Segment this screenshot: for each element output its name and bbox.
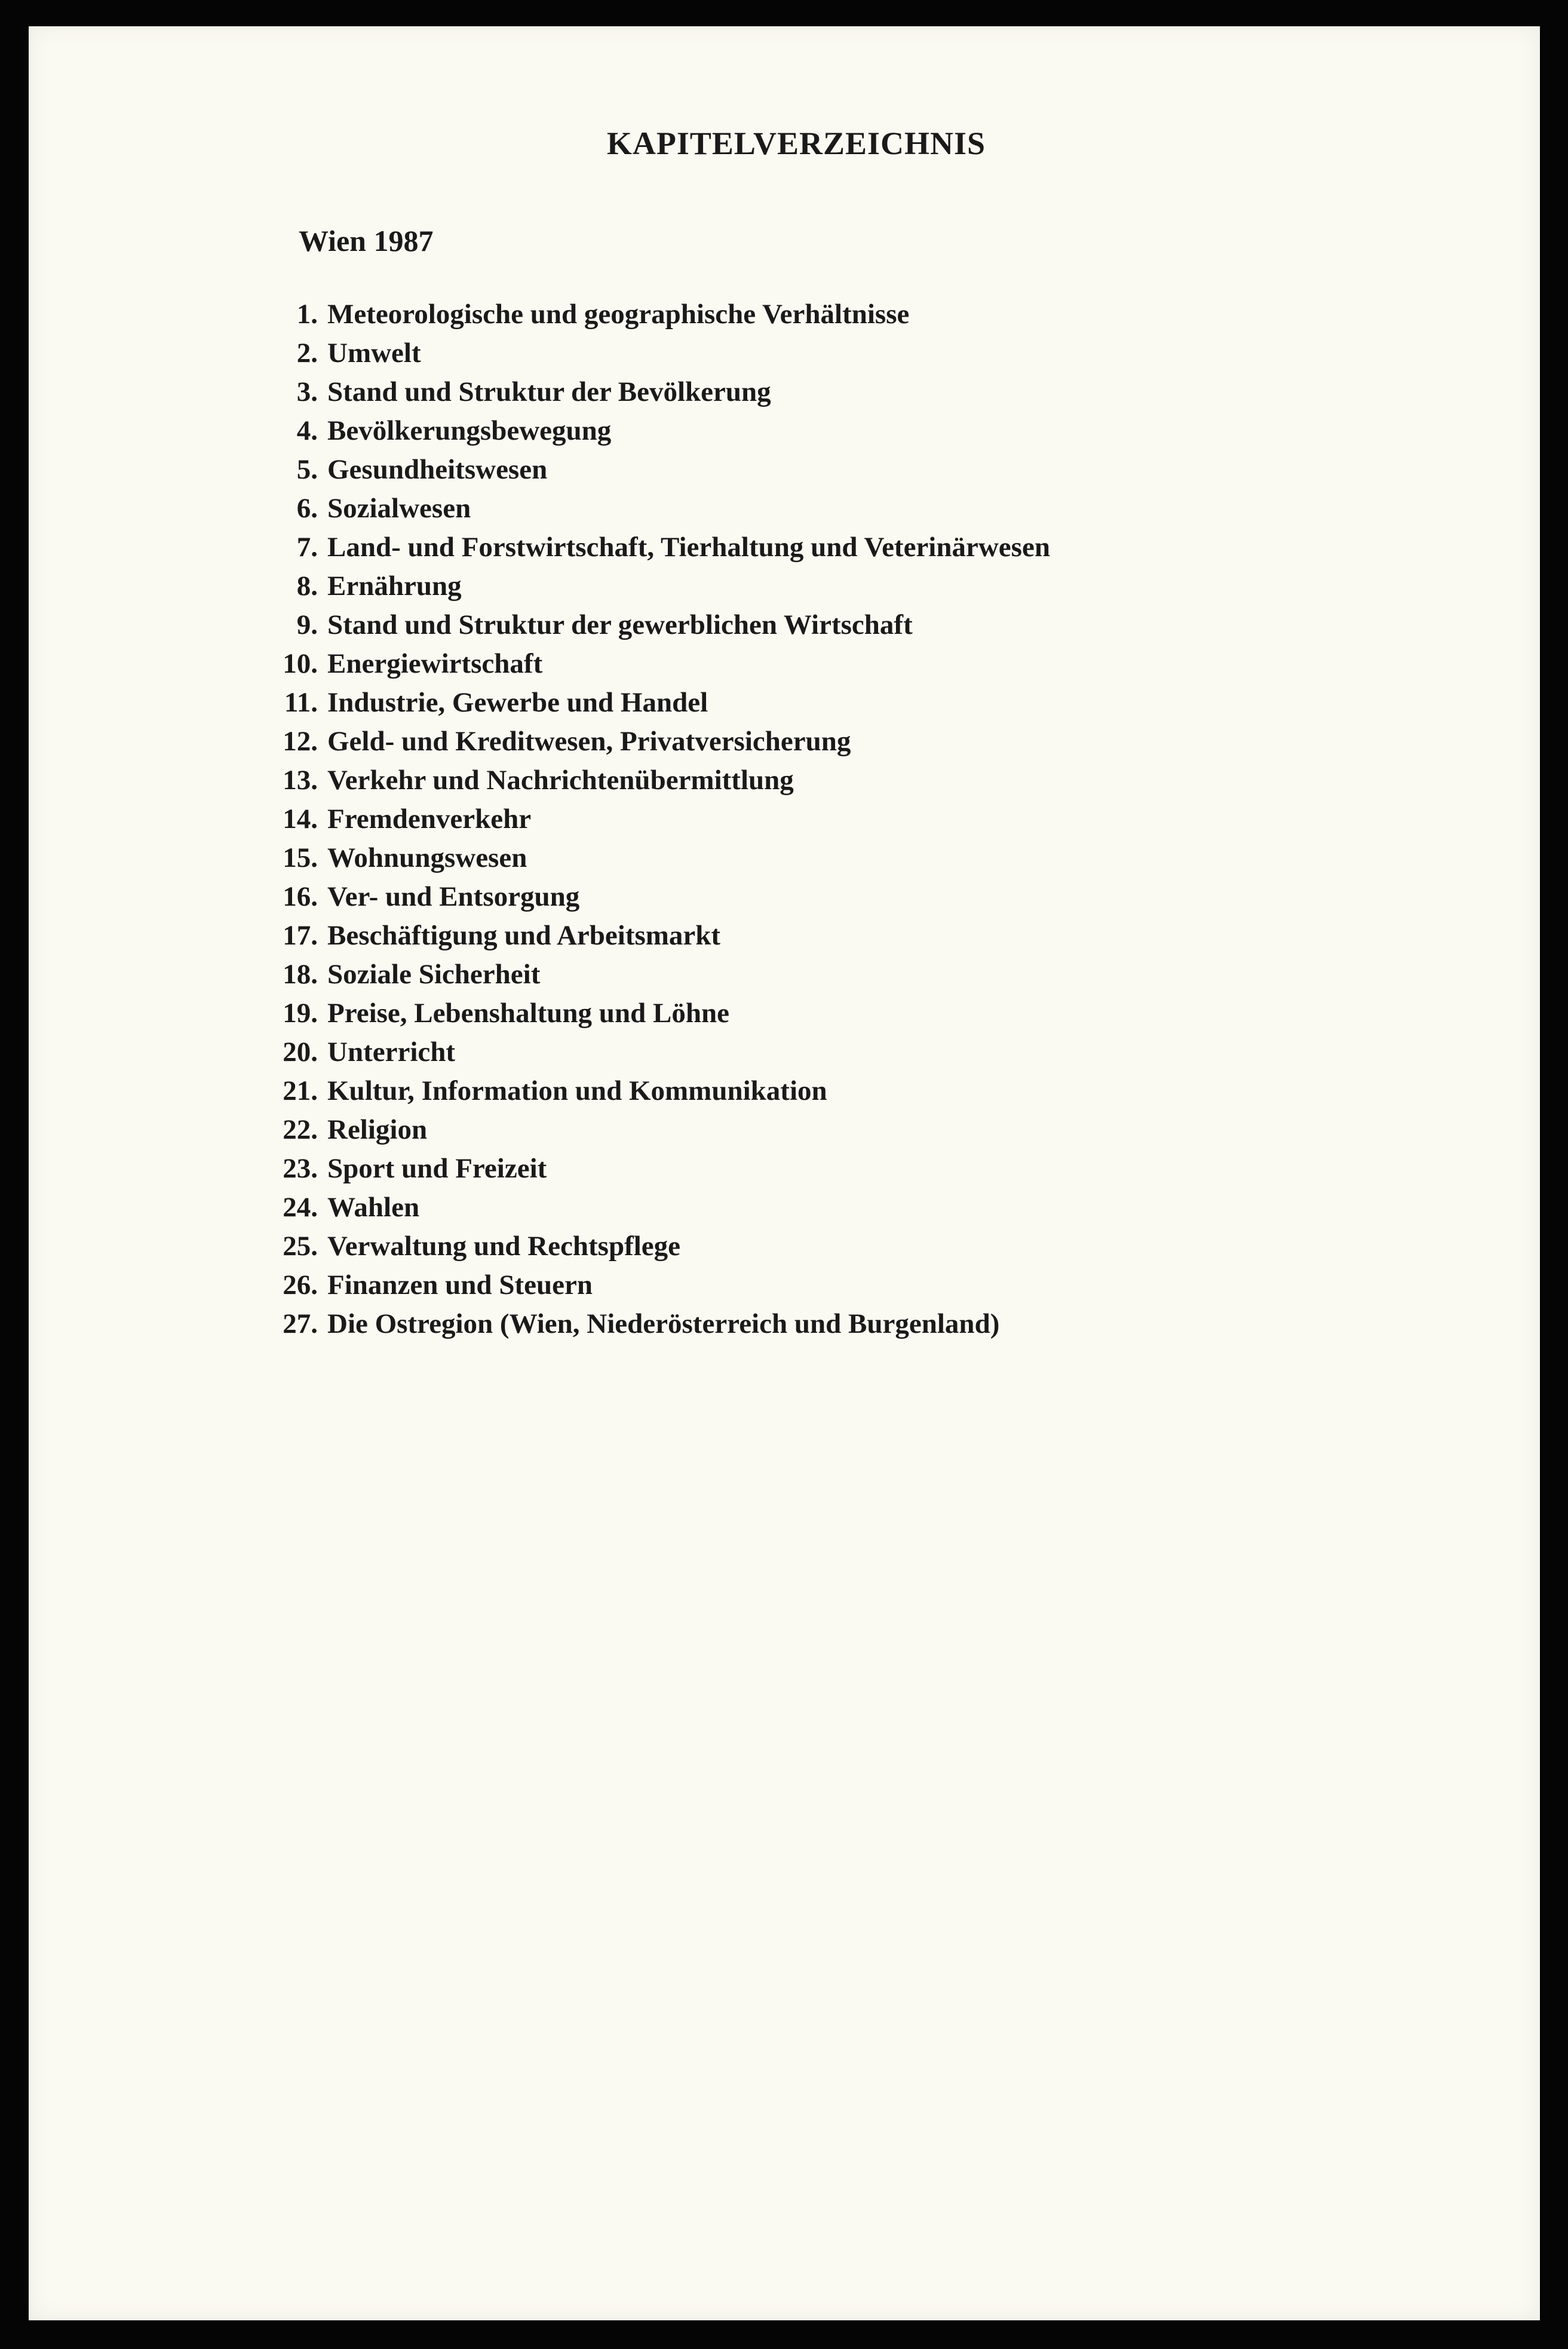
- chapter-number: 8.: [296, 571, 318, 602]
- chapter-number: 25.: [283, 1231, 318, 1262]
- chapter-number: 6.: [296, 493, 318, 524]
- chapter-list: [256, 295, 1050, 1344]
- document-content: [29, 26, 1540, 2320]
- chapter-item: [256, 334, 1050, 373]
- chapter-number: 1.: [296, 299, 318, 330]
- chapter-number: 23.: [283, 1153, 318, 1184]
- chapter-item: [256, 800, 1050, 839]
- chapter-item: [256, 1033, 1050, 1072]
- chapter-number: 2.: [296, 338, 318, 369]
- chapter-item: [256, 722, 1050, 761]
- chapter-label: Land- und Forstwirtschaft, Tierhaltung und Veterinärwesen: [327, 532, 1050, 563]
- chapter-label: Fremdenverkehr: [327, 804, 532, 835]
- chapter-label: Soziale Sicherheit: [327, 959, 541, 990]
- chapter-label: Gesundheitswesen: [327, 454, 548, 485]
- document-subtitle: Wien 1987: [299, 224, 434, 257]
- chapter-label: Stand und Struktur der gewerblichen Wirtschaft: [327, 609, 913, 640]
- chapter-number: 19.: [283, 998, 318, 1029]
- chapter-item: [256, 606, 1050, 645]
- chapter-label: Religion: [327, 1114, 428, 1145]
- chapter-number: 20.: [283, 1036, 318, 1068]
- chapter-label: Stand und Struktur der Bevölkerung: [327, 376, 771, 407]
- chapter-number: 26.: [283, 1269, 318, 1301]
- chapter-number: 15.: [283, 842, 318, 873]
- chapter-item: [256, 528, 1050, 567]
- chapter-label: Umwelt: [327, 338, 421, 369]
- chapter-item: [256, 450, 1050, 489]
- chapter-label: Die Ostregion (Wien, Niederösterreich und Burgenland): [327, 1308, 1000, 1339]
- chapter-item: [256, 567, 1050, 606]
- chapter-item: [256, 1149, 1050, 1188]
- chapter-item: [256, 878, 1050, 916]
- chapter-label: Preise, Lebenshaltung und Löhne: [327, 998, 729, 1029]
- chapter-item: [256, 1188, 1050, 1227]
- chapter-number: 16.: [283, 881, 318, 912]
- chapter-item: [256, 683, 1050, 722]
- chapter-number: 3.: [296, 376, 318, 407]
- chapter-number: 21.: [283, 1075, 318, 1106]
- chapter-item: [256, 839, 1050, 878]
- chapter-item: [256, 1111, 1050, 1149]
- chapter-label: Finanzen und Steuern: [327, 1269, 593, 1301]
- chapter-item: [256, 916, 1050, 955]
- chapter-label: Wahlen: [327, 1192, 420, 1223]
- chapter-label: Industrie, Gewerbe und Handel: [327, 687, 708, 718]
- chapter-label: Ver- und Entsorgung: [327, 881, 580, 912]
- chapter-number: 22.: [283, 1114, 318, 1145]
- chapter-number: 13.: [283, 765, 318, 796]
- chapter-label: Wohnungswesen: [327, 842, 527, 873]
- chapter-number: 9.: [296, 609, 318, 640]
- chapter-label: Energiewirtschaft: [327, 648, 543, 679]
- chapter-number: 11.: [284, 687, 318, 718]
- chapter-item: [256, 645, 1050, 683]
- chapter-item: [256, 412, 1050, 450]
- chapter-number: 24.: [283, 1192, 318, 1223]
- chapter-label: Meteorologische und geographische Verhältnisse: [327, 299, 910, 330]
- chapter-item: [256, 489, 1050, 528]
- chapter-item: [256, 1305, 1050, 1344]
- chapter-number: 27.: [283, 1308, 318, 1339]
- chapter-label: Geld- und Kreditwesen, Privatversicherung: [327, 726, 851, 757]
- chapter-item: [256, 994, 1050, 1033]
- chapter-number: 4.: [296, 415, 318, 446]
- chapter-number: 17.: [283, 920, 318, 951]
- chapter-label: Sport und Freizeit: [327, 1153, 547, 1184]
- chapter-label: Beschäftigung und Arbeitsmarkt: [327, 920, 721, 951]
- chapter-item: [256, 1072, 1050, 1111]
- chapter-label: Sozialwesen: [327, 493, 471, 524]
- chapter-number: 14.: [283, 804, 318, 835]
- chapter-number: 7.: [296, 532, 318, 563]
- chapter-number: 5.: [296, 454, 318, 485]
- chapter-label: Bevölkerungsbewegung: [327, 415, 612, 446]
- chapter-label: Kultur, Information und Kommunikation: [327, 1075, 827, 1106]
- chapter-number: 12.: [283, 726, 318, 757]
- paper-sheet: [29, 26, 1540, 2320]
- chapter-item: [256, 373, 1050, 412]
- chapter-label: Verkehr und Nachrichtenübermittlung: [327, 765, 794, 796]
- chapter-item: [256, 295, 1050, 334]
- document-title: KAPITELVERZEICHNIS: [606, 125, 986, 161]
- chapter-label: Verwaltung und Rechtspflege: [327, 1231, 681, 1262]
- chapter-item: [256, 1227, 1050, 1266]
- chapter-item: [256, 955, 1050, 994]
- chapter-item: [256, 761, 1050, 800]
- chapter-number: 18.: [283, 959, 318, 990]
- chapter-number: 10.: [283, 648, 318, 679]
- chapter-label: Ernährung: [327, 571, 462, 602]
- chapter-item: [256, 1266, 1050, 1305]
- chapter-label: Unterricht: [327, 1036, 456, 1068]
